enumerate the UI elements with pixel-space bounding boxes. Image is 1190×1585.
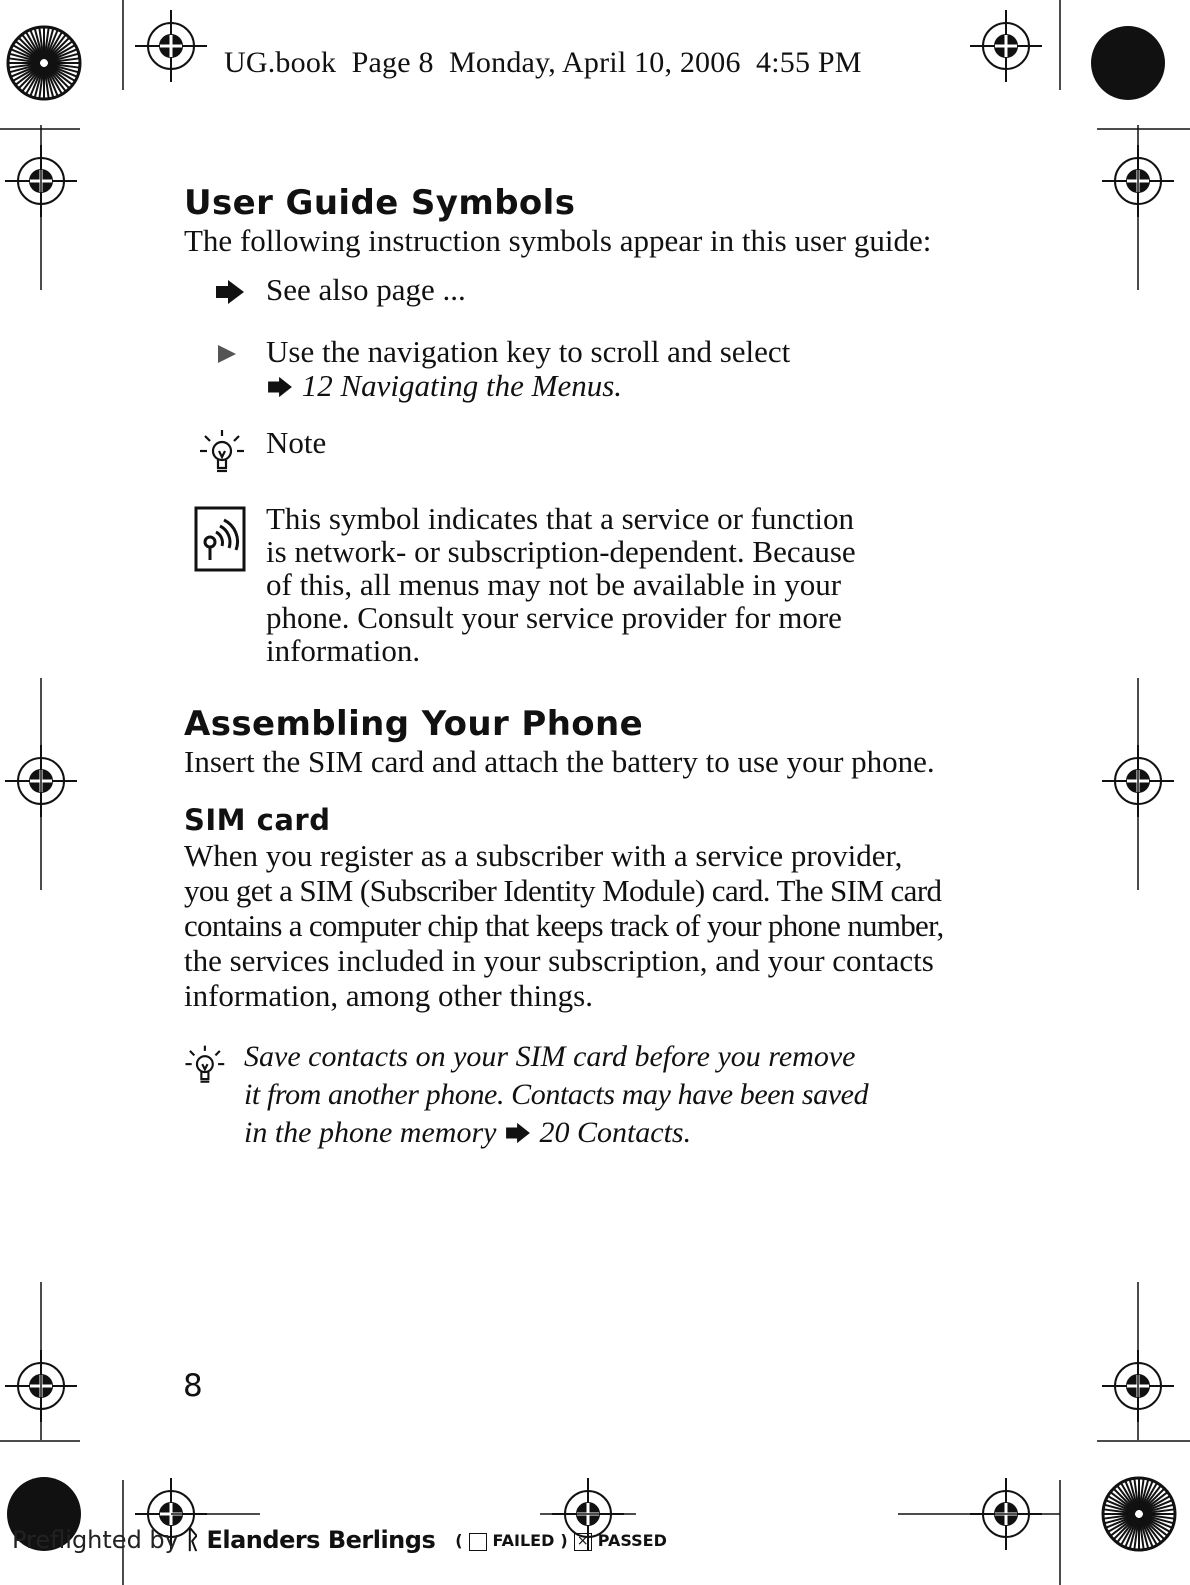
symbol-navigation-text: Use the navigation key to scroll and select [266,334,791,369]
passed-checkbox: × [574,1533,592,1551]
tip-save-contacts [244,1038,944,1152]
page-number: 8 [183,1368,203,1404]
preflight-label: Preflighted by [12,1526,179,1554]
elanders-logo-mark: ᚱ [184,1525,201,1555]
failed-label: FAILED [492,1530,555,1550]
network-service-icon [194,506,246,572]
lightbulb-icon [196,427,246,477]
arrow-right-icon [504,1122,532,1144]
arrow-right-icon [266,376,294,398]
section-title-user-guide-symbols: User Guide Symbols [184,183,576,223]
paragraph-line: contains a computer chip that keeps track of your phone number, [184,908,944,943]
paragraph-line: This symbol indicates that a service or function [266,501,854,536]
navigating-menus-reference: 12 Navigating the Menus. [301,368,623,403]
subsection-title-sim-card: SIM card [184,803,331,837]
starburst-mark [8,27,80,99]
solid-disc-mark [1091,26,1165,100]
symbol-note-text: Note [266,425,327,460]
lightbulb-icon [182,1042,226,1088]
network-dependent-paragraph [266,502,946,667]
arrow-right-icon [214,279,246,305]
paragraph-line: information, among other things. [184,978,593,1013]
section-intro: The following instruction symbols appear in this user guide: [184,223,932,258]
tip-line: it from another phone. Contacts may have been saved [244,1078,869,1111]
paragraph-line: is network- or subscription-dependent. Because [266,534,856,569]
paragraph-line: phone. Consult your service provider for more [266,600,842,635]
close-paren: ) [560,1530,568,1550]
triangle-right-icon [216,343,238,365]
symbol-see-also-text: See also page ... [266,272,466,307]
tip-line: in the phone memory [244,1116,497,1149]
registration-target [970,10,1042,82]
paragraph-line: the services included in your subscription, and your contacts [184,943,934,978]
tip-line: Save contacts on your SIM card before you remove [244,1040,856,1073]
preflight-stamp [12,1525,667,1555]
open-paren: ( [455,1530,463,1550]
paragraph-line: of this, all menus may not be available in your [266,567,842,602]
section-intro: Insert the SIM card and attach the battery to use your phone. [184,744,935,779]
section-title-assembling-phone: Assembling Your Phone [184,704,644,744]
passed-label: PASSED [597,1530,667,1550]
failed-checkbox [469,1533,487,1551]
registration-target [135,10,207,82]
contacts-reference: 20 Contacts. [539,1116,692,1149]
page-slug: UG.book Page 8 Monday, April 10, 2006 4:55 PM [224,46,862,79]
brand-name: Elanders Berlings [206,1526,436,1554]
paragraph-line: information. [266,633,421,668]
paragraph-line: you get a SIM (Subscriber Identity Module) card. The SIM card [184,873,942,908]
starburst-mark [1103,1478,1175,1550]
paragraph-line: When you register as a subscriber with a service provider, [184,838,903,873]
sim-card-paragraph [184,838,994,1013]
